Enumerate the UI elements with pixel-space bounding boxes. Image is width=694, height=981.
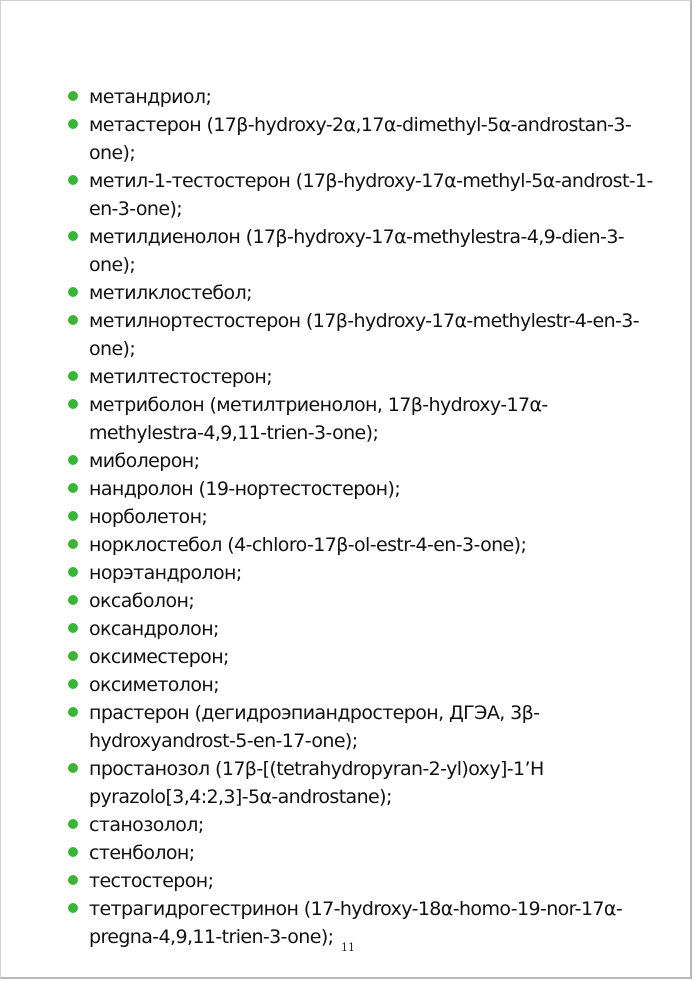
list-item-text: оксандролон; [89,618,219,640]
bullet-icon [68,679,78,689]
list-item-text: нандролон (19-нортестостерон); [89,478,401,500]
list-item-text: метил-1-тестостерон (17β-hydroxy-17α-methyl-5α-androst-1-en-3-one); [89,170,653,220]
list-item-text: оксаболон; [89,590,195,612]
list-item [67,503,657,531]
list-item-text: метилклостебол; [89,282,252,304]
bullet-icon [68,511,78,521]
page-number: 11 [341,941,355,954]
list-item-text: метриболон (метилтриенолон, 17β-hydroxy-17α-methylestra-4,9,11-trien-3-one); [89,394,548,444]
list-item-text: оксиместерон; [89,646,229,668]
list-item [67,363,657,391]
list-item-text: миболерон; [89,450,200,472]
list-item-text: оксиметолон; [89,674,220,696]
bullet-icon [68,371,78,381]
list-item [67,447,657,475]
bullet-icon [68,231,78,241]
list-item-text: метастерон (17β-hydroxy-2α,17α-dimethyl-5α-androstan-3-one); [89,114,632,164]
list-item-text: норболетон; [89,506,208,528]
list-item [67,755,657,811]
list-item [67,531,657,559]
list-item [67,559,657,587]
list-item-text: тетрагидрогестринон (17-hydroxy-18α-homo-19-nor-17α-pregna-4,9,11-trien-3-one); [89,898,623,948]
bullet-icon [68,875,78,885]
list-item [67,279,657,307]
list-item-text: станозолол; [89,814,204,836]
list-item-text: метилдиенолон (17β-hydroxy-17α-methylestra-4,9-dien-3-one); [89,226,625,276]
bullet-icon [68,595,78,605]
list-item [67,671,657,699]
list-item [67,83,657,111]
bullet-icon [68,483,78,493]
bullet-icon [68,455,78,465]
bullet-icon [68,175,78,185]
list-item [67,587,657,615]
bullet-icon [68,399,78,409]
bullet-icon [68,315,78,325]
bullet-icon [68,539,78,549]
list-item-text: метилнортестостерон (17β-hydroxy-17α-methylestr-4-en-3-one); [89,310,640,360]
list-item [67,167,657,223]
bullet-icon [68,651,78,661]
list-item-text: норэтандролон; [89,562,242,584]
bullet-icon [68,623,78,633]
bullet-icon [68,567,78,577]
list-item [67,839,657,867]
list-item [67,699,657,755]
list-item-text: метандриол; [89,86,212,108]
bullet-icon [68,819,78,829]
list-item [67,307,657,363]
list-item [67,643,657,671]
bullet-icon [68,903,78,913]
list-item [67,811,657,839]
bullet-icon [68,763,78,773]
list-item [67,111,657,167]
list-item-text: метилтестостерон; [89,366,272,388]
list-item [67,615,657,643]
list-item-text: стенболон; [89,842,195,864]
list-item [67,391,657,447]
list-item [67,475,657,503]
bullet-icon [68,847,78,857]
list-item-text: простанозол (17β-[(tetrahydropyran-2-yl)oxy]-1’H pyrazolo[3,4:2,3]-5α-androstane); [89,758,544,808]
bullet-icon [68,287,78,297]
list-item-text: тестостерон; [89,870,214,892]
bullet-icon [68,91,78,101]
list-item-text: прастерон (дегидроэпиандростерон, ДГЭА, 3β-hydroxyandrost-5-en-17-one); [89,702,540,752]
list-item [67,867,657,895]
bullet-icon [68,119,78,129]
list-item [67,223,657,279]
bullet-icon [68,707,78,717]
list-item-text: норклостебол (4-chloro-17β-ol-estr-4-en-3-one); [89,534,527,556]
substance-list [67,83,657,951]
